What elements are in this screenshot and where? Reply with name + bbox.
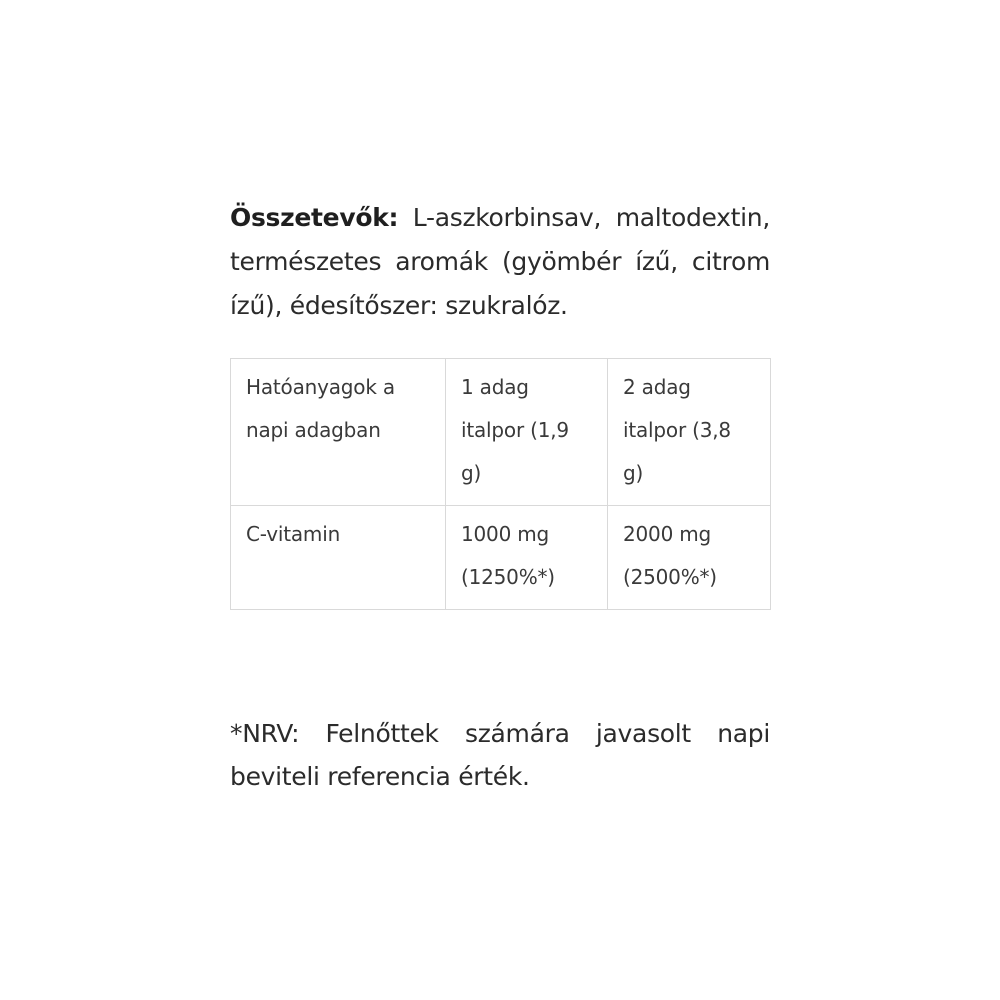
ingredients-paragraph [230, 196, 770, 328]
table-header-cell: Hatóanyagok a napi adagban [231, 359, 446, 506]
table-cell: C-vitamin [231, 506, 446, 610]
table-row [231, 506, 771, 610]
table-cell: 1000 mg (1250%*) [446, 506, 608, 610]
table-cell: 2000 mg (2500%*) [608, 506, 771, 610]
nutrition-table [230, 358, 771, 610]
table-header-cell: 2 adag italpor (3,8 g) [608, 359, 771, 506]
table-header-row [231, 359, 771, 506]
table-header-cell: 1 adag italpor (1,9 g) [446, 359, 608, 506]
ingredients-text: L-aszkorbinsav, maltodextin, természetes aromák (gyömbér ízű, citrom ízű), édesítőszer: szukralóz. [230, 203, 770, 320]
product-info [230, 196, 770, 798]
ingredients-label: Összetevők: [230, 203, 399, 232]
nrv-footnote: *NRV: Felnőttek számára javasolt napi beviteli referencia érték. [230, 719, 770, 791]
